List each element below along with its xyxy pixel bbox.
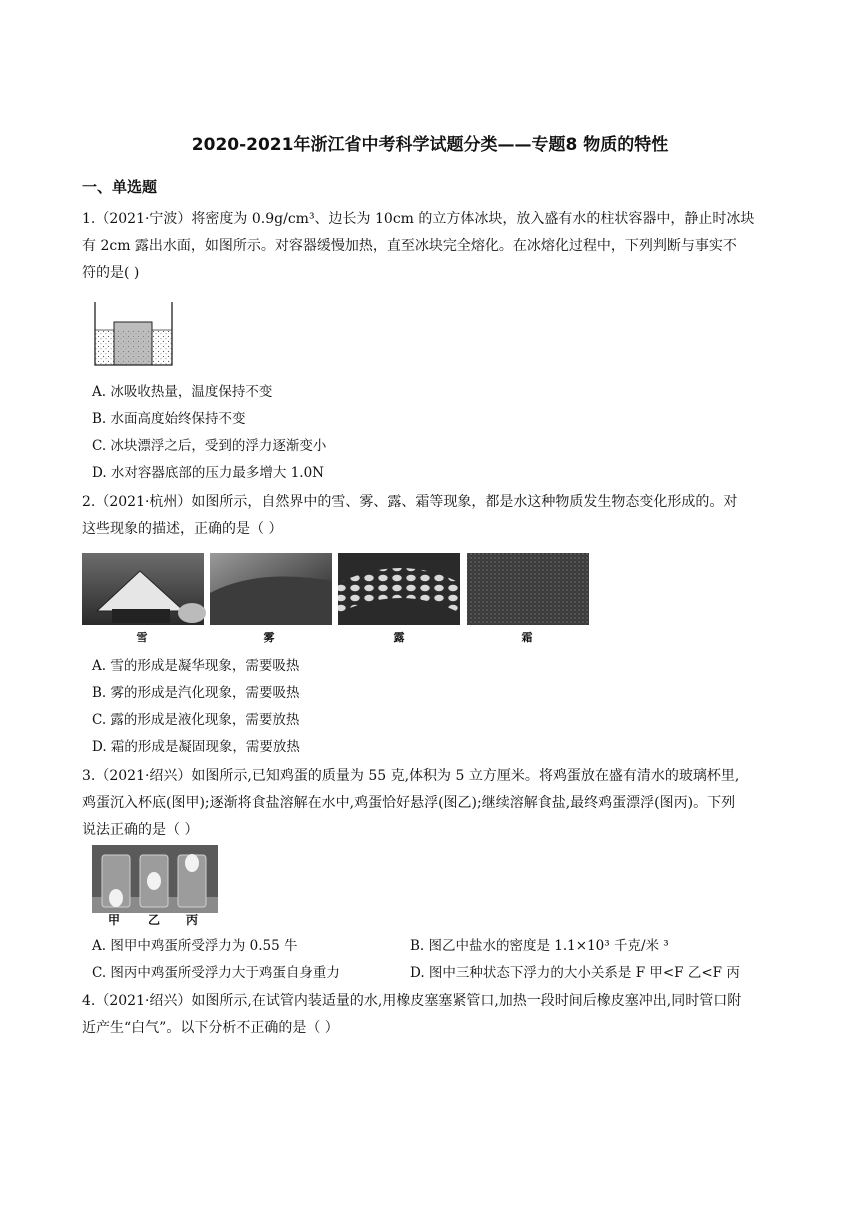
page-title: 2020-2021年浙江省中考科学试题分类——专题8 物质的特性	[191, 135, 669, 155]
q3-option-b: B. 图乙中盐水的密度是 1.1×10³ 千克/米 ³	[410, 938, 669, 954]
q1-option-a: A. 冰吸收热量，温度保持不变	[92, 384, 273, 400]
dew-photo	[338, 553, 460, 625]
q2-option-d: D. 霜的形成是凝固现象，需要放热	[92, 739, 300, 755]
q2-text-line2: 这些现象的描述，正确的是（ ）	[82, 521, 283, 537]
q3-option-a: A. 图甲中鸡蛋所受浮力为 0.55 牛	[92, 938, 298, 954]
caption-jia: 甲	[107, 913, 120, 927]
q2-option-c: C. 露的形成是液化现象，需要放热	[92, 712, 300, 728]
q1-text-line3: 符的是( )	[82, 265, 140, 281]
q3-option-d: D. 图中三种状态下浮力的大小关系是 F 甲<F 乙<F 丙	[410, 965, 740, 981]
caption-yi: 乙	[147, 913, 160, 927]
q3-text-line1: 3.（2021·绍兴）如图所示,已知鸡蛋的质量为 55 克,体积为 5 立方厘米。将鸡蛋放在盛有清水的玻璃杯里,	[82, 768, 740, 784]
q1-option-b: B. 水面高度始终保持不变	[92, 411, 246, 427]
q4-text-line2: 近产生“白气”。以下分析不正确的是（ ）	[82, 1020, 339, 1036]
frost-photo	[467, 553, 589, 625]
q1-text-line1: 1.（2021·宁波）将密度为 0.9g/cm³、边长为 10cm 的立方体冰块，放入盛有水的柱状容器中，静止时冰块	[82, 211, 755, 227]
snow-photo	[82, 553, 206, 625]
q4-text-line1: 4.（2021·绍兴）如图所示,在试管内装适量的水,用橡皮塞塞紧管口,加热一段时间后橡皮塞冲出,同时管口附	[82, 993, 742, 1009]
ice-in-container-figure	[92, 300, 176, 368]
q3-option-c: C. 图丙中鸡蛋所受浮力大于鸡蛋自身重力	[92, 965, 340, 981]
fog-photo	[210, 553, 332, 625]
section-heading: 一、单选题	[82, 178, 158, 196]
q3-text-line2: 鸡蛋沉入杯底(图甲);逐渐将食盐溶解在水中,鸡蛋恰好悬浮(图乙);继续溶解食盐,最终鸡蛋漂浮(图丙)。下列	[82, 795, 736, 811]
q2-text-line1: 2.（2021·杭州）如图所示，自然界中的雪、雾、露、霜等现象，都是水这种物质发生物态变化形成的。对	[82, 494, 738, 510]
q2-option-b: B. 雾的形成是汽化现象，需要吸热	[92, 685, 300, 701]
q2-option-a: A. 雪的形成是凝华现象，需要吸热	[92, 658, 300, 674]
q3-text-line3: 说法正确的是（ ）	[82, 822, 199, 838]
caption-bing: 丙	[185, 913, 198, 927]
caption-frost: 霜	[521, 631, 533, 644]
q1-option-c: C. 冰块漂浮之后，受到的浮力逐渐变小	[92, 438, 327, 454]
caption-dew: 露	[393, 631, 405, 644]
q1-option-d: D. 水对容器底部的压力最多增大 1.0N	[92, 465, 324, 481]
caption-snow: 雪	[136, 631, 148, 644]
q1-text-line2: 有 2cm 露出水面，如图所示。对容器缓慢加热，直至冰块完全熔化。在冰熔化过程中，下列判断与事实不	[82, 238, 737, 254]
caption-fog: 雾	[263, 631, 275, 644]
